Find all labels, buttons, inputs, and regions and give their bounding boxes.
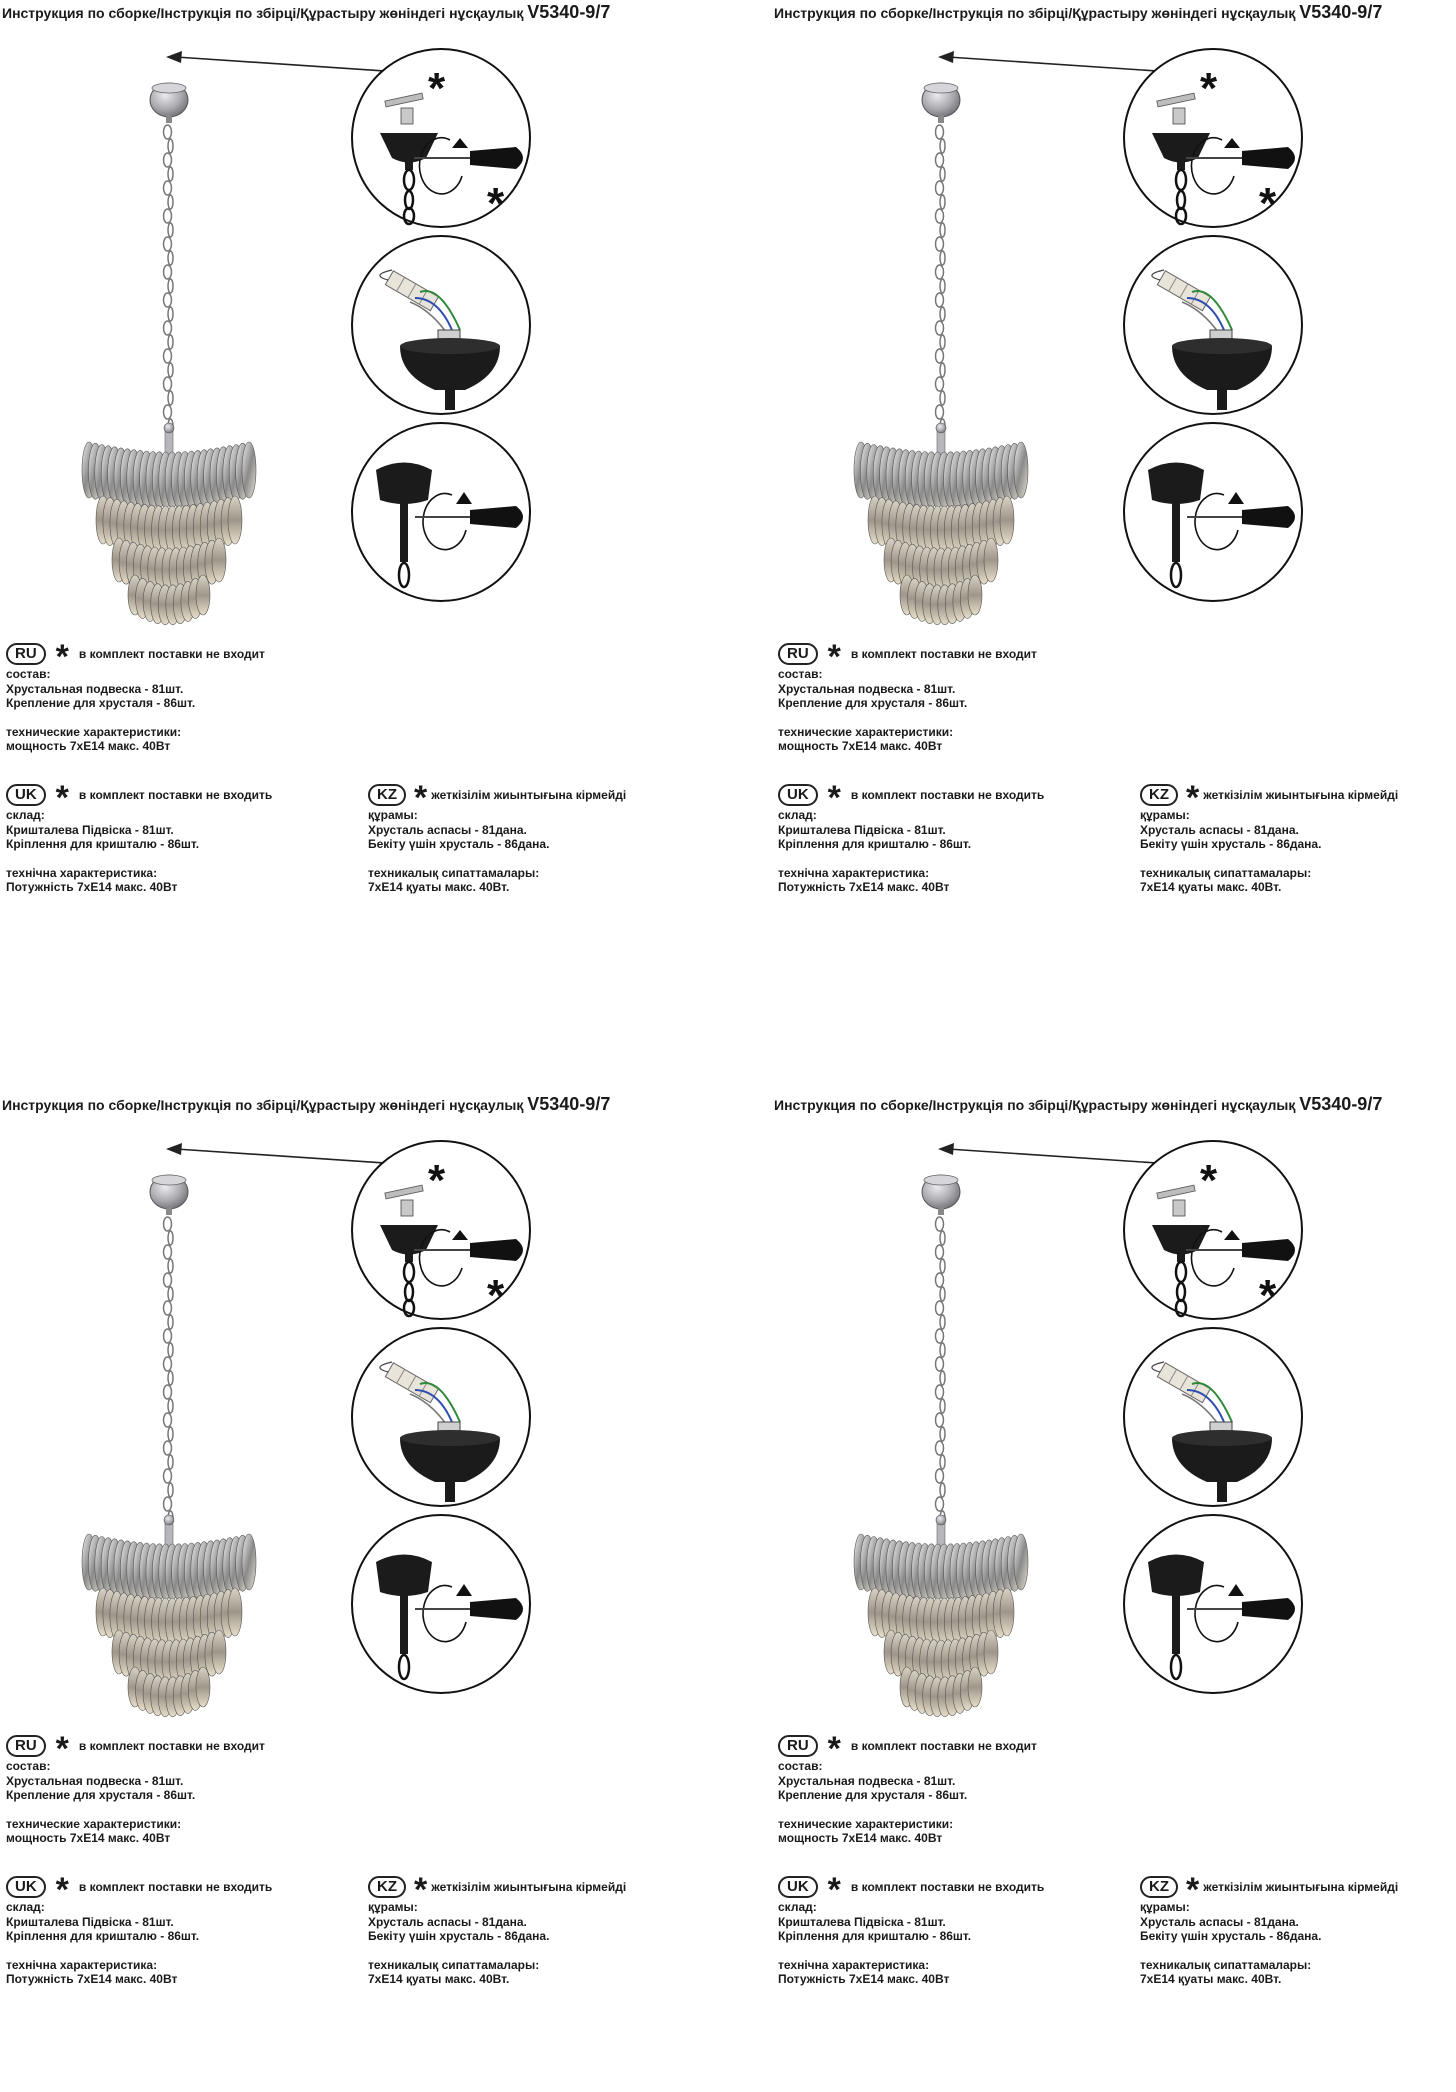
star-icon: *	[55, 1730, 69, 1768]
kz-item: Хрусталь аспасы - 81дана.	[1140, 1914, 1299, 1929]
kz-section	[368, 1871, 627, 1987]
assembly-illustration	[772, 30, 1456, 630]
uk-item: Кріплення для кришталю - 86шт.	[6, 1929, 200, 1943]
kz-section	[1140, 1871, 1399, 1987]
crystal-drop	[242, 1534, 256, 1590]
ru-badge: RU	[778, 1735, 818, 1757]
star-icon: *	[55, 638, 69, 676]
uk-badge: UK	[6, 1876, 46, 1898]
uk-specs-label: технічна характеристика:	[6, 1957, 158, 1972]
ceiling-canopy	[922, 83, 960, 123]
star-icon: *	[55, 1871, 69, 1909]
assembly-illustration	[0, 30, 728, 630]
title-text: Инструкция по сборке/Інструкція по збірці/Құрастыру жөніндегі нұсқаулық	[2, 1097, 524, 1113]
crystal-chandelier	[82, 423, 256, 625]
ru-item: Хрустальная подвеска - 81шт.	[778, 681, 956, 696]
kz-item: Хрусталь аспасы - 81дана.	[368, 822, 527, 837]
star-icon: *	[827, 1730, 841, 1768]
instruction-sheet	[772, 1092, 1456, 2092]
ru-item: Крепление для хрусталя - 86шт.	[778, 696, 968, 710]
ru-section	[778, 1730, 1037, 1846]
uk-not-included-note: в комплект поставки не входить	[78, 787, 273, 802]
kz-item: Бекіту үшін хрусталь - 86дана.	[1140, 1929, 1322, 1943]
uk-composition-label: склад:	[6, 808, 45, 822]
kz-not-included-note: жеткізілім жиынтығына кірмейді	[431, 1879, 627, 1894]
assembly-illustration	[772, 1122, 1456, 1722]
ru-not-included-note: в комплект поставки не входит	[850, 646, 1037, 661]
kz-item: Бекіту үшін хрусталь - 86дана.	[1140, 837, 1322, 851]
kz-item: Бекіту үшін хрусталь - 86дана.	[368, 837, 550, 851]
crystal-chandelier	[854, 423, 1028, 625]
detail-circle-wiring	[1124, 236, 1302, 414]
uk-section	[778, 779, 1045, 895]
star-icon: *	[487, 179, 505, 228]
kz-specs: 7хЕ14 қуаты макс. 40Вт.	[368, 880, 510, 894]
crystal-drop	[196, 575, 210, 615]
kz-composition-label: құрамы:	[368, 1900, 418, 1914]
uk-not-included-note: в комплект поставки не входить	[850, 787, 1045, 802]
ru-specs: мощность 7хЕ14 макс. 40Вт	[778, 739, 943, 753]
detail-circle-fixing	[352, 423, 530, 601]
kz-item: Хрусталь аспасы - 81дана.	[368, 1914, 527, 1929]
star-icon: *	[414, 1871, 428, 1909]
ru-section	[6, 1730, 265, 1846]
crystal-chandelier	[854, 1515, 1028, 1717]
ru-specs-label: технические характеристики:	[6, 1816, 182, 1831]
star-icon: *	[827, 779, 841, 817]
kz-badge: KZ	[368, 784, 406, 806]
star-icon: *	[1259, 1271, 1277, 1320]
star-icon: *	[55, 779, 69, 817]
uk-specs: Потужність 7хЕ14 макс. 40Вт	[6, 880, 178, 894]
ru-section	[6, 638, 265, 754]
crystal-drop	[212, 538, 226, 582]
crystal-drop	[1014, 442, 1028, 498]
kz-section	[1140, 779, 1399, 895]
detail-circle-fixing	[1124, 1515, 1302, 1693]
crystal-drop	[984, 538, 998, 582]
model-number: V5340-9/7	[1299, 1094, 1383, 1114]
star-icon: *	[1186, 779, 1200, 817]
ru-item: Хрустальная подвеска - 81шт.	[6, 1773, 184, 1788]
crystal-drop	[228, 496, 242, 544]
detail-circle-fixing	[1124, 423, 1302, 601]
uk-not-included-note: в комплект поставки не входить	[78, 1879, 273, 1894]
crystal-drop	[196, 1667, 210, 1707]
instruction-sheet	[0, 1092, 728, 2092]
ceiling-canopy	[922, 1175, 960, 1215]
kz-item: Бекіту үшін хрусталь - 86дана.	[368, 1929, 550, 1943]
crystal-drop	[212, 1630, 226, 1674]
crystal-drop	[984, 1630, 998, 1674]
uk-specs: Потужність 7хЕ14 макс. 40Вт	[6, 1972, 178, 1986]
suspension-chain	[936, 1217, 946, 1525]
kz-not-included-note: жеткізілім жиынтығына кірмейді	[1203, 1879, 1399, 1894]
star-icon: *	[1186, 1871, 1200, 1909]
uk-item: Кришталева Підвіска - 81шт.	[6, 822, 174, 837]
kz-badge: KZ	[368, 1876, 406, 1898]
ru-badge: RU	[6, 1735, 46, 1757]
sheet-title	[2, 1094, 610, 1115]
crystal-drop	[968, 1667, 982, 1707]
uk-section	[6, 779, 273, 895]
uk-specs-label: технічна характеристика:	[778, 1957, 930, 1972]
detail-circle-wiring	[352, 1328, 530, 1506]
uk-composition-label: склад:	[778, 808, 817, 822]
crystal-chandelier	[82, 1515, 256, 1717]
ru-item: Крепление для хрусталя - 86шт.	[6, 696, 196, 710]
sheet-title	[774, 1094, 1382, 1115]
kz-composition-label: құрамы:	[368, 808, 418, 822]
ru-not-included-note: в комплект поставки не входит	[78, 1738, 265, 1753]
star-icon: *	[487, 1271, 505, 1320]
ru-item: Хрустальная подвеска - 81шт.	[778, 1773, 956, 1788]
uk-section	[6, 1871, 273, 1987]
uk-not-included-note: в комплект поставки не входить	[850, 1879, 1045, 1894]
ceiling-canopy	[150, 83, 188, 123]
star-icon: *	[827, 638, 841, 676]
kz-specs: 7хЕ14 қуаты макс. 40Вт.	[1140, 880, 1282, 894]
uk-composition-label: склад:	[6, 1900, 45, 1914]
kz-item: Хрусталь аспасы - 81дана.	[1140, 822, 1299, 837]
detail-circle-mounting	[1124, 1141, 1302, 1320]
kz-specs-label: техникалық сипаттамалары:	[1140, 865, 1312, 880]
kz-specs: 7хЕ14 қуаты макс. 40Вт.	[368, 1972, 510, 1986]
star-icon: *	[428, 64, 446, 113]
kz-specs: 7хЕ14 қуаты макс. 40Вт.	[1140, 1972, 1282, 1986]
detail-circle-mounting	[352, 1141, 530, 1320]
kz-section	[368, 779, 627, 895]
uk-specs-label: технічна характеристика:	[778, 865, 930, 880]
ru-specs-label: технические характеристики:	[6, 724, 182, 739]
ru-specs-label: технические характеристики:	[778, 1816, 954, 1831]
ru-badge: RU	[778, 643, 818, 665]
model-number: V5340-9/7	[527, 2, 611, 22]
ru-specs-label: технические характеристики:	[778, 724, 954, 739]
kz-composition-label: құрамы:	[1140, 1900, 1190, 1914]
uk-specs: Потужність 7хЕ14 макс. 40Вт	[778, 1972, 950, 1986]
ru-composition-label: состав:	[778, 1759, 823, 1773]
star-icon: *	[1259, 179, 1277, 228]
star-icon: *	[414, 779, 428, 817]
uk-badge: UK	[6, 784, 46, 806]
kz-badge: KZ	[1140, 1876, 1178, 1898]
title-text: Инструкция по сборке/Інструкція по збірці/Құрастыру жөніндегі нұсқаулық	[2, 5, 524, 21]
uk-specs: Потужність 7хЕ14 макс. 40Вт	[778, 880, 950, 894]
kz-specs-label: техникалық сипаттамалары:	[368, 1957, 540, 1972]
title-text: Инструкция по сборке/Інструкція по збірці/Құрастыру жөніндегі нұсқаулық	[774, 1097, 1296, 1113]
ru-not-included-note: в комплект поставки не входит	[850, 1738, 1037, 1753]
crystal-drop	[1014, 1534, 1028, 1590]
detail-circle-fixing	[352, 1515, 530, 1693]
uk-item: Кришталева Підвіска - 81шт.	[6, 1914, 174, 1929]
title-text: Инструкция по сборке/Інструкція по збірці/Құрастыру жөніндегі нұсқаулық	[774, 5, 1296, 21]
uk-item: Кріплення для кришталю - 86шт.	[778, 1929, 972, 1943]
ru-item: Крепление для хрусталя - 86шт.	[778, 1788, 968, 1802]
ru-composition-label: состав:	[6, 1759, 51, 1773]
uk-section	[778, 1871, 1045, 1987]
suspension-chain	[164, 1217, 174, 1525]
ru-composition-label: состав:	[6, 667, 51, 681]
uk-item: Кріплення для кришталю - 86шт.	[778, 837, 972, 851]
kz-not-included-note: жеткізілім жиынтығына кірмейді	[431, 787, 627, 802]
kz-composition-label: құрамы:	[1140, 808, 1190, 822]
ru-composition-label: состав:	[778, 667, 823, 681]
ru-section	[778, 638, 1037, 754]
detail-circle-wiring	[1124, 1328, 1302, 1506]
ru-specs: мощность 7хЕ14 макс. 40Вт	[778, 1831, 943, 1845]
instruction-sheet	[772, 0, 1456, 1000]
kz-specs-label: техникалық сипаттамалары:	[368, 865, 540, 880]
kz-specs-label: техникалық сипаттамалары:	[1140, 1957, 1312, 1972]
uk-specs-label: технічна характеристика:	[6, 865, 158, 880]
detail-circle-mounting	[1124, 49, 1302, 228]
uk-composition-label: склад:	[778, 1900, 817, 1914]
instruction-sheet	[0, 0, 728, 1000]
sheet-title	[2, 2, 610, 23]
ru-not-included-note: в комплект поставки не входит	[78, 646, 265, 661]
uk-item: Кришталева Підвіска - 81шт.	[778, 1914, 946, 1929]
suspension-chain	[936, 125, 946, 433]
star-icon: *	[1200, 1156, 1218, 1205]
detail-circle-wiring	[352, 236, 530, 414]
crystal-drop	[968, 575, 982, 615]
kz-badge: KZ	[1140, 784, 1178, 806]
ru-item: Хрустальная подвеска - 81шт.	[6, 681, 184, 696]
star-icon: *	[827, 1871, 841, 1909]
crystal-drop	[242, 442, 256, 498]
uk-badge: UK	[778, 1876, 818, 1898]
ru-item: Крепление для хрусталя - 86шт.	[6, 1788, 196, 1802]
model-number: V5340-9/7	[1299, 2, 1383, 22]
sheet-title	[774, 2, 1382, 23]
star-icon: *	[428, 1156, 446, 1205]
star-icon: *	[1200, 64, 1218, 113]
uk-item: Кріплення для кришталю - 86шт.	[6, 837, 200, 851]
assembly-illustration	[0, 1122, 728, 1722]
uk-item: Кришталева Підвіска - 81шт.	[778, 822, 946, 837]
kz-not-included-note: жеткізілім жиынтығына кірмейді	[1203, 787, 1399, 802]
crystal-drop	[1000, 496, 1014, 544]
detail-circle-mounting	[352, 49, 530, 228]
uk-badge: UK	[778, 784, 818, 806]
suspension-chain	[164, 125, 174, 433]
crystal-drop	[1000, 1588, 1014, 1636]
ru-badge: RU	[6, 643, 46, 665]
ru-specs: мощность 7хЕ14 макс. 40Вт	[6, 1831, 171, 1845]
ceiling-canopy	[150, 1175, 188, 1215]
crystal-drop	[228, 1588, 242, 1636]
ru-specs: мощность 7хЕ14 макс. 40Вт	[6, 739, 171, 753]
model-number: V5340-9/7	[527, 1094, 611, 1114]
